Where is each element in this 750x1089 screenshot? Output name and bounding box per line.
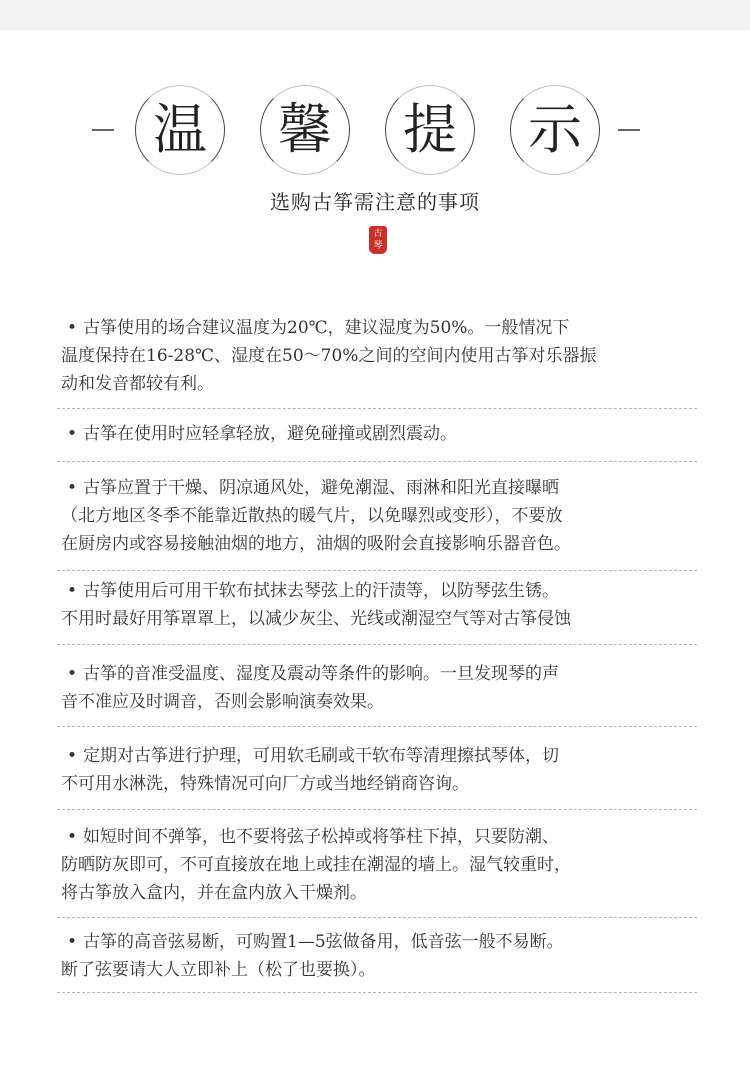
tip-item [57, 823, 697, 918]
tip-item [57, 742, 697, 810]
bullet-icon: • [66, 664, 78, 684]
tip-line: 定期对古筝进行护理，可用软毛刷或干软布等清理擦拭琴体，切 [83, 746, 559, 766]
bullet-icon: • [66, 746, 78, 766]
title-char-circle: 示 [510, 85, 600, 175]
seal-char: 古 [373, 229, 383, 239]
tip-line: 如短时间不弹筝，也不要将弦子松掉或将筝柱下掉，只要防潮、 [83, 827, 559, 847]
tip-item [57, 314, 697, 409]
tip-item [57, 474, 697, 571]
title-char-circle: 提 [385, 85, 475, 175]
tip-line: 在厨房内或容易接触油烟的地方，油烟的吸附会直接影响乐器音色。 [61, 534, 571, 554]
tip-line: 古筝使用后可用干软布拭抹去琴弦上的汗渍等，以防琴弦生锈。 [83, 581, 559, 601]
tip-item [57, 577, 697, 645]
tip-line: （北方地区冬季不能靠近散热的暖气片，以免曝烈或变形），不要放 [61, 506, 563, 526]
bullet-icon: • [66, 581, 78, 601]
tip-line: 不可用水淋洗，特殊情况可向厂方或当地经销商咨询。 [61, 774, 469, 794]
bullet-icon: • [66, 478, 78, 498]
tip-line: 动和发音都较有利。 [61, 374, 214, 394]
tip-line: 音不准应及时调音，否则会影响演奏效果。 [61, 692, 384, 712]
tip-item [57, 660, 697, 727]
title-banner [0, 80, 750, 180]
title-dash-left [92, 129, 114, 131]
bullet-icon: • [66, 424, 78, 444]
bullet-icon: • [66, 827, 78, 847]
tip-line: 不用时最好用筝罩罩上，以减少灰尘、光线或潮湿空气等对古筝侵蚀 [61, 609, 571, 629]
tip-item [57, 420, 697, 462]
title-char-circle: 温 [135, 85, 225, 175]
tip-line: 古筝在使用时应轻拿轻放，避免碰撞或剧烈震动。 [83, 424, 457, 444]
tip-line: 古筝使用的场合建议温度为20℃，建议湿度为50%。一般情况下 [83, 318, 570, 338]
tip-line: 温度保持在16-28℃、湿度在50～70%之间的空间内使用古筝对乐器振 [61, 346, 597, 366]
tip-line: 古筝的高音弦易断，可购置1—5弦做备用，低音弦一般不易断。 [83, 932, 564, 952]
tip-line: 防晒防灰即可，不可直接放在地上或挂在潮湿的墙上。湿气较重时， [61, 855, 571, 875]
title-dash-right [618, 129, 640, 131]
title-char-circle: 馨 [260, 85, 350, 175]
tip-line: 将古筝放入盒内，并在盒内放入干燥剂。 [61, 883, 367, 903]
top-strip [0, 0, 750, 30]
bullet-icon: • [66, 318, 78, 338]
tip-item [57, 928, 697, 993]
bullet-icon: • [66, 932, 78, 952]
seal-stamp [369, 226, 387, 254]
tip-line: 古筝应置于干燥、阴凉通风处，避免潮湿、雨淋和阳光直接曝晒 [83, 478, 559, 498]
tip-line: 断了弦要请大人立即补上（松了也要换）。 [61, 960, 376, 980]
seal-char: 琴 [373, 241, 383, 251]
subtitle: 选购古筝需注意的事项 [270, 190, 480, 214]
tip-line: 古筝的音准受温度、湿度及震动等条件的影响。一旦发现琴的声 [83, 664, 559, 684]
